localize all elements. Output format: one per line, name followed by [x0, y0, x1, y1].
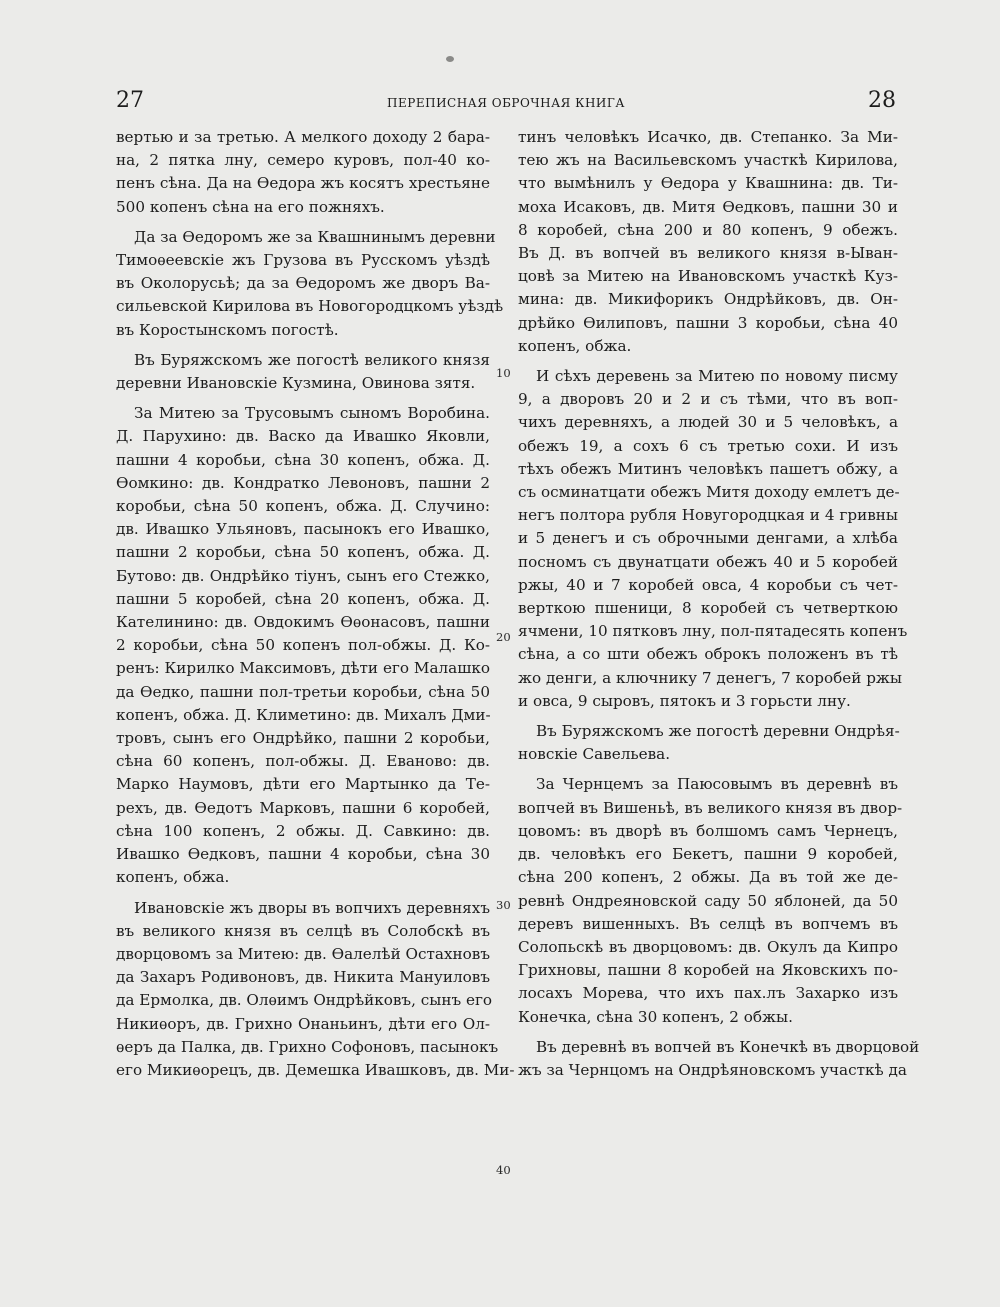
text-line: негъ полтора рубля Новугородцкая и 4 гривны	[518, 506, 898, 525]
text-line: Въ Буряжскомъ же погостѣ деревни Ондрѣя-	[536, 722, 900, 741]
text-line: вертью и за третью. А мелкого доходу 2 бара-	[116, 128, 490, 146]
text-line: въ Коростынскомъ погостѣ.	[116, 320, 339, 339]
text-line: 2 коробьи, сѣна 50 копенъ пол-обжы. Д. Ко-	[116, 636, 490, 655]
paragraph	[518, 1036, 920, 1082]
text-line: деревъ вишенныхъ. Въ селцѣ въ вопчемъ въ	[518, 914, 898, 933]
text-line: тровъ, сынъ его Ондрѣйко, пашни 2 коробьи,	[116, 729, 490, 748]
text-line: пашни 2 коробьи, сѣна 50 копенъ, обжа. Д.	[116, 543, 490, 562]
text-line: моха Исаковъ, дв. Митя Ѳедковъ, пашни 30 и	[518, 197, 898, 216]
line-number-marker: 30	[496, 898, 511, 912]
left-column	[116, 126, 515, 1089]
paragraph	[116, 402, 490, 889]
text-line: съ осминатцати обежъ Митя доходу емлетъ де-	[518, 483, 900, 502]
paragraph	[518, 365, 908, 713]
text-line: 500 копенъ сѣна на его пожняхъ.	[116, 197, 385, 216]
text-line: чихъ деревняхъ, а людей 30 и 5 человѣкъ, а	[518, 413, 898, 432]
text-line: копенъ, обжа. Д. Климетино: дв. Михалъ Дми-	[116, 705, 491, 724]
paragraph	[116, 349, 490, 395]
text-line: Тимоѳеевскiе жъ Грузова въ Русскомъ уѣздѣ	[116, 251, 490, 270]
text-line: тинъ человѣкъ Исачко, дв. Степанко. За Ми-	[518, 128, 898, 146]
line-number-marker: 20	[496, 630, 511, 644]
text-line: его Микиѳорецъ, дв. Демешка Ивашковъ, дв. Ми-	[116, 1060, 515, 1079]
text-line: Бутово: дв. Ондрѣйко тiунъ, сынъ его Стежко,	[116, 566, 490, 585]
text-line: цовомъ: въ дворѣ въ болшомъ самъ Чернецъ,	[518, 821, 898, 840]
text-line: пашни 4 коробьи, сѣна 30 копенъ, обжа. Д.	[116, 450, 490, 469]
text-line: За Чернцемъ за Паюсовымъ въ деревнѣ въ	[536, 775, 898, 794]
text-line: да Ѳедко, пашни пол-третьи коробьи, сѣна 50	[116, 682, 490, 701]
text-line: ѳеръ да Палка, дв. Грихно Софоновъ, пасынокъ	[116, 1037, 499, 1056]
text-line: сѣна 100 копенъ, 2 обжы. Д. Савкино: дв.	[116, 821, 490, 840]
text-line: И сѣхъ деревень за Митею по новому писму	[536, 367, 898, 386]
text-line: что вымѣнилъ у Ѳедора у Квашнина: дв. Ти-	[518, 174, 898, 193]
text-line: За Митею за Трусовымъ сыномъ Воробина.	[134, 404, 490, 423]
text-line: тѣхъ обежъ Митинъ человѣкъ пашетъ обжу, а	[518, 459, 898, 478]
paragraph	[116, 126, 490, 219]
text-line: Ѳомкино: дв. Кондратко Левоновъ, пашни 2	[116, 473, 490, 492]
page-number-right: 28	[868, 88, 896, 113]
text-line: Конечка, сѣна 30 копенъ, 2 обжы.	[518, 1007, 793, 1026]
text-line: Солопьскѣ въ дворцовомъ: дв. Окулъ да Кипро	[518, 937, 898, 956]
text-line: дрѣйко Ѳилиповъ, пашни 3 коробьи, сѣна 40	[518, 313, 898, 332]
text-line: сѣна 60 копенъ, пол-обжы. Д. Еваново: дв.	[116, 752, 490, 771]
text-line: Никиѳоръ, дв. Грихно Онаньинъ, дѣти его Ол-	[116, 1014, 490, 1033]
text-line: Въ деревнѣ въ вопчей въ Конечкѣ въ дворцовой	[536, 1037, 920, 1056]
text-line: сильевской Кирилова въ Новогородцкомъ уѣздѣ	[116, 297, 504, 316]
text-line: на, 2 пятка лну, семеро куровъ, пол-40 ко-	[116, 151, 490, 170]
text-line: Грихновы, пашни 8 коробей на Яковскихъ по-	[518, 961, 898, 980]
text-line: 8 коробей, сѣна 200 и 80 копенъ, 9 обежъ.	[518, 220, 898, 239]
text-line: обежъ 19, а сохъ 6 съ третью сохи. И изъ	[518, 436, 898, 455]
text-line: пенъ сѣна. Да на Ѳедора жъ косятъ хрестьяне	[116, 174, 490, 193]
text-line: въ Околорусьѣ; да за Ѳедоромъ же дворъ Ва-	[116, 274, 490, 293]
text-line: Ивановскiе жъ дворы въ вопчихъ деревняхъ	[134, 898, 490, 917]
text-line: рехъ, дв. Ѳедотъ Марковъ, пашни 6 коробей,	[116, 798, 490, 817]
text-line: посномъ съ двунатцати обежъ 40 и 5 коробей	[518, 552, 898, 571]
text-line: ревнѣ Ондреяновской саду 50 яблоней, да 50	[518, 891, 898, 910]
text-line: 9, а дворовъ 20 и 2 и съ тѣми, что въ воп-	[518, 390, 898, 409]
text-line: Въ Д. въ вопчей въ великого князя в-Ыван-	[518, 244, 898, 263]
running-title: ПЕРЕПИСНАЯ ОБРОЧНАЯ КНИГА	[387, 96, 625, 110]
text-line: пашни 5 коробей, сѣна 20 копенъ, обжа. Д.	[116, 589, 490, 608]
text-line: да Ермолка, дв. Олѳимъ Ондрѣйковъ, сынъ его	[116, 991, 493, 1010]
text-line: и овса, 9 сыровъ, пятокъ и 3 горьсти лну.	[518, 691, 851, 710]
text-line: Д. Парухино: дв. Васко да Ивашко Яковли,	[116, 427, 490, 446]
text-line: дв. Ивашко Ульяновъ, пасынокъ его Ивашко,	[116, 520, 490, 539]
text-line: Ивашко Ѳедковъ, пашни 4 коробьи, сѣна 30	[116, 845, 490, 864]
paragraph	[518, 773, 903, 1028]
text-line: жо денги, а ключнику 7 денегъ, 7 коробей ржы	[518, 668, 902, 687]
page-number-left: 27	[116, 88, 144, 113]
text-line: сѣна, а со шти обежъ оброкъ положенъ въ тѣ	[518, 645, 898, 664]
line-number-marker: 10	[496, 366, 511, 380]
ink-speck	[446, 56, 454, 62]
text-line: Да за Ѳедоромъ же за Квашнинымъ деревни	[134, 227, 496, 246]
text-line: цовѣ за Митею на Ивановскомъ участкѣ Куз-	[518, 267, 898, 286]
text-line: коробьи, сѣна 50 копенъ, обжа. Д. Случино:	[116, 497, 490, 516]
text-line: копенъ, обжа.	[116, 868, 230, 887]
text-line: ренъ: Кирилко Максимовъ, дѣти его Малашко	[116, 659, 490, 678]
text-line: дв. человѣкъ его Бекетъ, пашни 9 коробей,	[518, 845, 898, 864]
right-column	[518, 126, 920, 1089]
text-line: жъ за Чернцомъ на Ондрѣяновскомъ участкѣ да	[518, 1060, 907, 1079]
text-line: верткою пшеници, 8 коробей съ четверткою	[518, 599, 898, 618]
text-line: деревни Ивановскiе Кузмина, Овинова зятя.	[116, 374, 476, 393]
text-line: въ великого князя въ селцѣ въ Солобскѣ въ	[116, 921, 490, 940]
paragraph	[518, 720, 898, 766]
text-line: копенъ, обжа.	[518, 336, 632, 355]
text-line: ячмени, 10 пятковъ лну, пол-пятадесять копенъ	[518, 622, 908, 641]
text-line: новскiе Савельева.	[518, 745, 671, 764]
text-line: сѣна 200 копенъ, 2 обжы. Да въ той же де-	[518, 868, 898, 887]
text-line: Въ Буряжскомъ же погостѣ великого князя	[134, 350, 490, 369]
paragraph	[116, 226, 504, 342]
text-line: Кателинино: дв. Овдокимъ Ѳѳонасовъ, пашни	[116, 613, 490, 632]
paragraph	[518, 126, 898, 358]
text-line: вопчей въ Вишеньѣ, въ великого князя въ двор-	[518, 798, 903, 817]
page-header	[116, 88, 896, 120]
text-line: да Захаръ Родивоновъ, дв. Никита Мануиловъ	[116, 968, 490, 987]
text-line: дворцовомъ за Митею: дв. Ѳалелѣй Остахновъ	[116, 944, 490, 963]
text-line: мина: дв. Микифорикъ Ондрѣйковъ, дв. Он-	[518, 290, 898, 309]
text-line: и 5 денегъ и съ оброчными денгами, а хлѣба	[518, 529, 898, 548]
text-line: Марко Наумовъ, дѣти его Мартынко да Те-	[116, 775, 490, 794]
text-line: тею жъ на Васильевскомъ участкѣ Кирилова,	[518, 151, 898, 170]
text-line: ржы, 40 и 7 коробей овса, 4 коробьи съ чет-	[518, 575, 898, 594]
text-line: лосахъ Морева, что ихъ пах.лъ Захарко изъ	[518, 984, 898, 1003]
line-number-marker: 40	[496, 1163, 511, 1177]
